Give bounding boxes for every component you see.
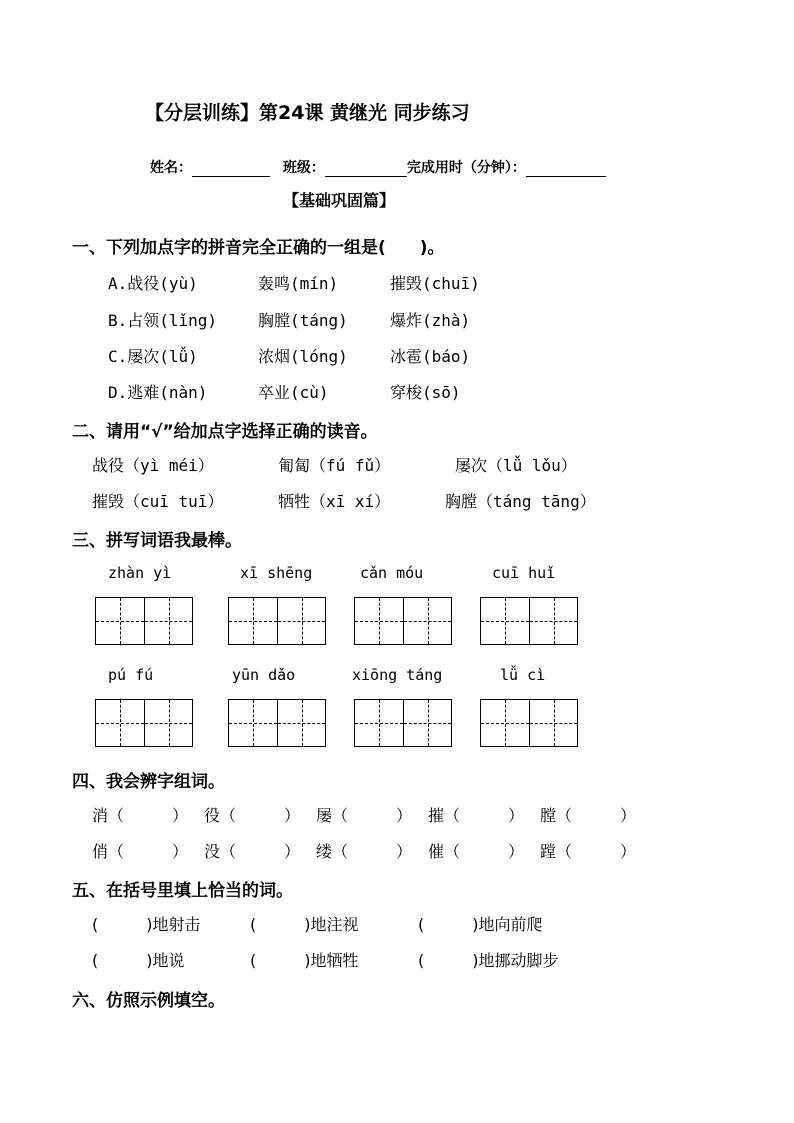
pinyin-4: cuī huǐ (492, 564, 556, 582)
writing-grid[interactable] (354, 699, 452, 747)
name-field (150, 157, 606, 177)
q4-item[interactable]: 俏（ ） (92, 842, 189, 861)
pinyin-8: lǚ cì (500, 666, 546, 684)
time-blank[interactable] (526, 162, 606, 177)
option-a-1: A.战役(yù) (108, 274, 198, 293)
pinyin-5: pú fú (108, 666, 154, 684)
name-blank[interactable] (192, 162, 270, 177)
q5-item[interactable]: ( )地射击 (92, 915, 201, 934)
q4-item[interactable]: 蹚（ ） (540, 842, 637, 861)
writing-grid[interactable] (228, 699, 326, 747)
class-blank[interactable] (325, 162, 407, 177)
pinyin-6: yūn dǎo (232, 666, 296, 684)
pinyin-7: xiōng táng (352, 666, 443, 684)
option-d-2: 卒业(cù) (258, 383, 329, 402)
time-label: 完成用时（分钟）： (406, 160, 526, 176)
q2-item-3[interactable]: 屡次（lǚ lǒu） (455, 456, 577, 475)
option-d-3: 穿梭(sō) (390, 383, 461, 402)
q4-item[interactable]: 膛（ ） (540, 806, 637, 825)
name-label: 姓名： (150, 160, 192, 176)
option-a-3: 摧毁(chuī) (390, 274, 480, 293)
option-d-1: D.逃难(nàn) (108, 383, 208, 402)
pinyin-1: zhàn yì (108, 564, 172, 582)
pinyin-3: cǎn móu (360, 564, 424, 582)
option-b-1: B.占领(lǐng) (108, 311, 218, 330)
writing-grid[interactable] (228, 597, 326, 645)
q2-item-6[interactable]: 胸膛（táng tāng） (445, 492, 596, 511)
question-1-title: 一、下列加点字的拼音完全正确的一组是( )。 (72, 238, 445, 258)
q4-item[interactable]: 役（ ） (204, 806, 301, 825)
page-title: 【分层训练】第24课 黄继光 同步练习 (145, 102, 470, 124)
question-5-title: 五、在括号里填上恰当的词。 (72, 881, 293, 901)
option-b-2: 胸膛(táng) (258, 311, 348, 330)
option-c-3: 冰雹(báo) (390, 347, 471, 366)
q4-item[interactable]: 摧（ ） (428, 806, 525, 825)
question-3-title: 三、拼写词语我最棒。 (72, 531, 242, 551)
q5-item[interactable]: ( )地牺牲 (250, 951, 359, 970)
question-4-title: 四、我会辨字组词。 (72, 772, 225, 792)
q2-item-4[interactable]: 摧毁（cuī tuī） (92, 492, 224, 511)
option-c-1: C.屡次(lǚ) (108, 347, 198, 366)
q4-item[interactable]: 屡（ ） (316, 806, 413, 825)
writing-grid[interactable] (95, 699, 193, 747)
option-c-2: 浓烟(lóng) (258, 347, 348, 366)
q4-item[interactable]: 没（ ） (204, 842, 301, 861)
q4-item[interactable]: 缕（ ） (316, 842, 413, 861)
class-label: 班级： (282, 160, 325, 176)
q4-item[interactable]: 消（ ） (92, 806, 189, 825)
q5-item[interactable]: ( )地向前爬 (418, 915, 543, 934)
option-a-2: 轰鸣(mín) (258, 274, 339, 293)
writing-grid[interactable] (480, 597, 578, 645)
q5-item[interactable]: ( )地说 (92, 951, 185, 970)
q2-item-1[interactable]: 战役（yì méi） (92, 456, 214, 475)
option-b-3: 爆炸(zhà) (390, 311, 471, 330)
question-6-title: 六、仿照示例填空。 (72, 991, 225, 1011)
q5-item[interactable]: ( )地注视 (250, 915, 359, 934)
q5-item[interactable]: ( )地挪动脚步 (418, 951, 559, 970)
writing-grid[interactable] (95, 597, 193, 645)
writing-grid[interactable] (354, 597, 452, 645)
writing-grid[interactable] (480, 699, 578, 747)
pinyin-2: xī shēng (240, 564, 313, 582)
question-2-title: 二、请用“√”给加点字选择正确的读音。 (72, 422, 378, 442)
section-title: 【基础巩固篇】 (283, 191, 396, 210)
q2-item-2[interactable]: 匍匐（fú fǔ） (278, 456, 391, 475)
q4-item[interactable]: 催（ ） (428, 842, 525, 861)
q2-item-5[interactable]: 牺牲（xī xí） (278, 492, 391, 511)
